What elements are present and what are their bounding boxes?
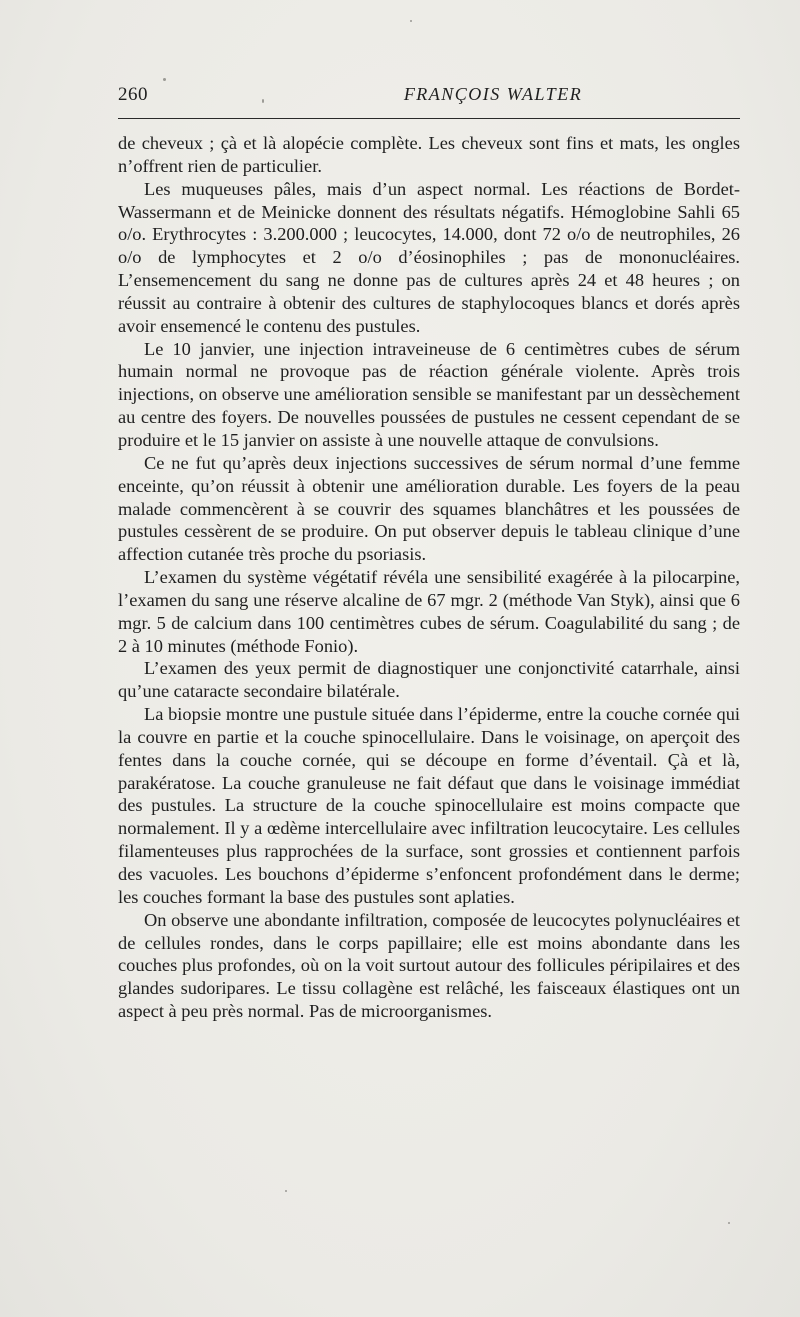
- page-number: 260: [118, 84, 148, 105]
- running-title: FRANÇOIS WALTER: [403, 84, 583, 104]
- paper-speck: [285, 1190, 287, 1192]
- paragraph-biopsy: La biopsie montre une pustule située dans l’épiderme, entre la couche cornée qui la couvre en partie et la couche spinocellulaire. Dans le voisinage, on aperçoit des fentes dans la couche cornée, qui se découpe en forme d’éventail. Çà et là, parakératose. La couche granuleuse ne fait défaut que dans le voisinage immédiat des pustules. La structure de la couche spinocellulaire est moins compacte que normalement. Il y a œdème intercellulaire avec infiltration leucocytaire. Les cellules filamenteuses plus rapprochées de la surface, sont grossies et contiennent parfois des vacuoles. Les bouchons d’épiderme s’enfoncent profondément dans le derme; les couches formant la base des pustules sont aplaties.: [118, 704, 740, 907]
- paper-speck: [163, 78, 166, 81]
- paper-speck: [410, 20, 412, 22]
- paragraph-serum-injection: Le 10 janvier, une injection intraveineuse de 6 centimètres cubes de sérum humain normal ne provoque pas de réaction générale violente. Après trois injections, on observe une amélioration sensible se manifestant par un dessèchement au centre des foyers. De nouvelles poussées de pustules ne cessent cependant de se produire et le 15 janvier on assiste à une nouvelle attaque de convulsions.: [118, 338, 740, 450]
- paper-speck: [728, 1222, 730, 1224]
- paper-speck: [262, 99, 264, 103]
- body-text: [118, 132, 740, 1023]
- paragraph-infiltration: On observe une abondante infiltration, composée de leucocytes polynucléaires et de cellules rondes, dans le corps papillaire; elle est moins abondante dans les couches plus profondes, où on la voit surtout autour des follicules péripilaires et des glandes sudoripares. Le tissu collagène est relâché, les faisceaux élastiques ont un aspect à peu près normal. Pas de microorganismes.: [118, 909, 740, 1022]
- paragraph-eye-exam: L’examen des yeux permit de diagnostiquer une conjonctivité catarrhale, ainsi qu’une cataracte secondaire bilatérale.: [118, 658, 740, 702]
- header-rule: [118, 118, 740, 119]
- paragraph-vegetative-system: L’examen du système végétatif révéla une sensibilité exagérée à la pilocarpine, l’examen du sang une réserve alcaline de 67 mgr. 2 (méthode Van Styk), ainsi que 6 mgr. 5 de calcium dans 100 centimètres cubes de sérum. Coagulabilité du sang ; de 2 à 10 minutes (méthode Fonio).: [118, 567, 740, 656]
- paragraph-continued: de cheveux ; çà et là alopécie complète. Les cheveux sont fins et mats, les ongles n’offrent rien de particulier.: [118, 133, 740, 176]
- page-header: [118, 84, 740, 110]
- paragraph-mucous-membranes: Les muqueuses pâles, mais d’un aspect normal. Les réactions de Bordet-Wassermann et de Meinicke donnent des résultats négatifs. Hémoglobine Sahli 65 o/o. Erythrocytes : 3.200.000 ; leucocytes, 14.000, dont 72 o/o de neutrophiles, 26 o/o de lymphocytes et 2 o/o d’éosinophiles ; pas de mononucléaires. L’ensemencement du sang ne donne pas de cultures après 24 et 48 heures ; on réussit au contraire à obtenir des cultures de staphylocoques blancs et dorés après avoir ensemencé le contenu des pustules.: [118, 178, 740, 336]
- paragraph-pregnant-serum: Ce ne fut qu’après deux injections successives de sérum normal d’une femme enceinte, qu’on réussit à obtenir une amélioration durable. Les foyers de la peau malade commencèrent à se couvrir des squames blanchâtres et les poussées de pustules cessèrent de se produire. On put observer depuis le tableau clinique d’une affection cutanée très proche du psoriasis.: [118, 452, 740, 565]
